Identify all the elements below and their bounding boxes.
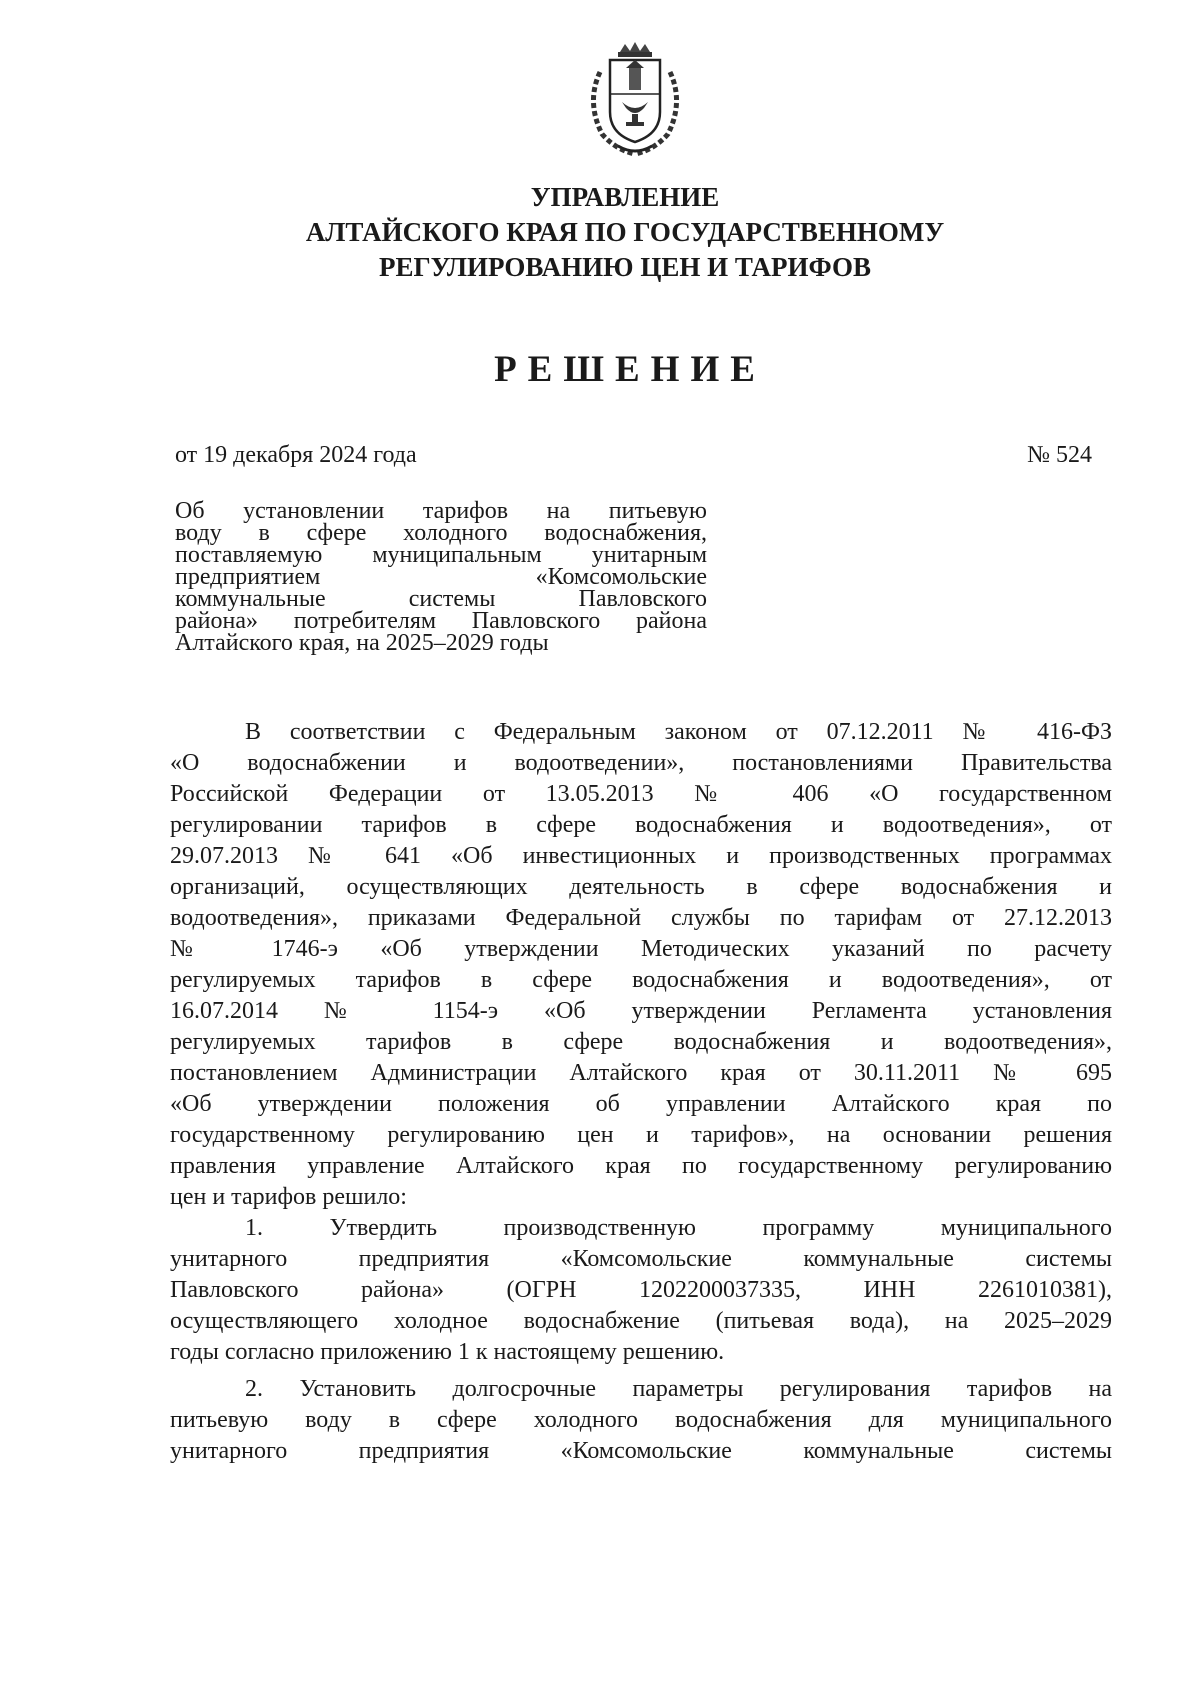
preamble-paragraph xyxy=(170,717,1112,1213)
body-line: государственному регулированию цен и тарифов», на основании решения xyxy=(170,1122,1112,1148)
body-line: 29.07.2013 № 641 «Об инвестиционных и производственных программах xyxy=(170,843,1112,869)
coat-of-arms-emblem xyxy=(580,42,690,160)
body-line: В соответствии с Федеральным законом от 07.12.2011 № 416-ФЗ xyxy=(245,719,1112,745)
body-line: регулируемых тарифов в сфере водоснабжения и водоотведения», xyxy=(170,1029,1112,1055)
body-line: водоотведения», приказами Федеральной службы по тарифам от 27.12.2013 xyxy=(170,905,1112,931)
body-line: правления управление Алтайского края по государственному регулированию xyxy=(170,1153,1112,1179)
authority-header xyxy=(0,180,1200,285)
body-line: «О водоснабжении и водоотведении», постановлениями Правительства xyxy=(170,750,1112,776)
body-line: Павловского района» (ОГРН 1202200037335, ИНН 2261010381), xyxy=(170,1277,1112,1303)
body-line: 16.07.2014 № 1154-э «Об утверждении Регламента установления xyxy=(170,998,1112,1024)
body-line: «Об утверждении положения об управлении Алтайского края по xyxy=(170,1091,1112,1117)
body-line: регулировании тарифов в сфере водоснабжения и водоотведения», от xyxy=(170,812,1112,838)
subject-line: Об установлении тарифов на питьевую xyxy=(175,498,707,524)
body-line: годы согласно приложению 1 к настоящему решению. xyxy=(170,1339,725,1365)
header-line-1: УПРАВЛЕНИЕ xyxy=(530,182,720,212)
document-subject xyxy=(175,500,707,654)
subject-line: коммунальные системы Павловского xyxy=(175,586,707,612)
header-line-2: АЛТАЙСКОГО КРАЯ ПО ГОСУДАРСТВЕННОМУ xyxy=(305,217,945,247)
subject-line: поставляемую муниципальным унитарным xyxy=(175,542,707,568)
body-line: 2. Установить долгосрочные параметры регулирования тарифов на xyxy=(245,1376,1112,1402)
document-number: № 524 xyxy=(1027,442,1092,468)
body-line: постановлением Администрации Алтайского края от 30.11.2011 № 695 xyxy=(170,1060,1112,1086)
body-line: цен и тарифов решило: xyxy=(170,1184,407,1210)
body-line: регулируемых тарифов в сфере водоснабжения и водоотведения», от xyxy=(170,967,1112,993)
subject-line: Алтайского края, на 2025–2029 годы xyxy=(175,630,549,656)
body-line: № 1746-э «Об утверждении Методических указаний по расчету xyxy=(170,936,1112,962)
item-1-paragraph xyxy=(170,1213,1112,1368)
document-date: от 19 декабря 2024 года xyxy=(175,442,417,468)
subject-line: воду в сфере холодного водоснабжения, xyxy=(175,520,707,546)
body-line: организаций, осуществляющих деятельность в сфере водоснабжения и xyxy=(170,874,1112,900)
subject-line: района» потребителям Павловского района xyxy=(175,608,707,634)
body-line: осуществляющего холодное водоснабжение (питьевая вода), на 2025–2029 xyxy=(170,1308,1112,1334)
document-title: РЕШЕНИЕ xyxy=(494,349,766,390)
body-line: Российской Федерации от 13.05.2013 № 406 «О государственном xyxy=(170,781,1112,807)
subject-line: предприятием «Комсомольские xyxy=(175,564,707,590)
item-2-paragraph xyxy=(170,1374,1112,1467)
body-line: питьевую воду в сфере холодного водоснабжения для муниципального xyxy=(170,1407,1112,1433)
body-line: 1. Утвердить производственную программу муниципального xyxy=(245,1215,1112,1241)
body-line: унитарного предприятия «Комсомольские коммунальные системы xyxy=(170,1246,1112,1272)
header-line-3: РЕГУЛИРОВАНИЮ ЦЕН И ТАРИФОВ xyxy=(378,252,872,282)
body-line: унитарного предприятия «Комсомольские коммунальные системы xyxy=(170,1438,1112,1464)
document-body xyxy=(170,717,1112,1467)
